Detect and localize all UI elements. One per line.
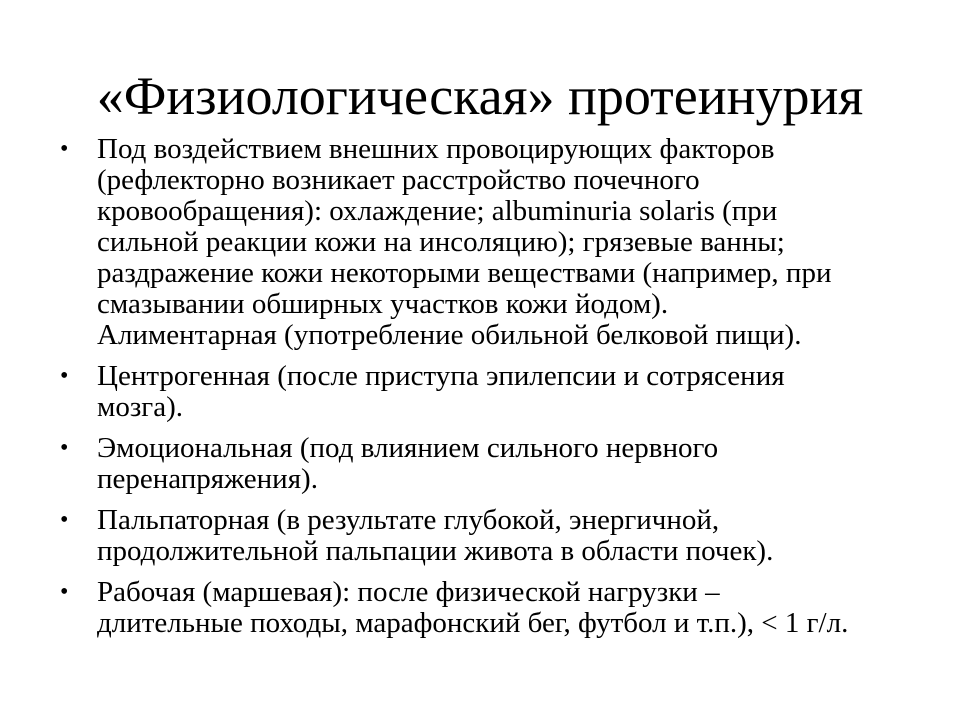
bullet-line: Рабочая (маршевая): после физической нагрузки – xyxy=(97,576,720,608)
bullet-icon: • xyxy=(60,136,69,162)
bullet-line: сильной реакции кожи на инсоляцию); грязевые ванны; xyxy=(97,226,785,258)
bullet-text xyxy=(97,134,940,351)
bullet-line: длительные походы, марафонский бег, футбол и т.п.), < 1 г/л. xyxy=(97,607,849,639)
bullet-line: Центрогенная (после приступа эпилепсии и сотрясения xyxy=(97,360,785,392)
bullet-line: Алиментарная (употребление обильной белковой пищи). xyxy=(97,319,802,351)
bullet-icon: • xyxy=(60,435,69,461)
bullet-item xyxy=(60,361,940,423)
slide-title: «Физиологическая» протеинурия xyxy=(96,66,864,126)
bullet-line: раздражение кожи некоторыми веществами (например, при xyxy=(97,257,832,289)
bullet-line: перенапряжения). xyxy=(97,463,318,495)
bullet-item xyxy=(60,134,940,351)
bullet-icon: • xyxy=(60,507,69,533)
bullet-item xyxy=(60,433,940,495)
bullet-text xyxy=(97,433,940,495)
bullet-text xyxy=(97,505,940,567)
bullet-line: мозга). xyxy=(97,391,183,423)
bullet-line: Эмоциональная (под влиянием сильного нервного xyxy=(97,432,719,464)
bullet-line: (рефлекторно возникает расстройство почечного xyxy=(97,164,700,196)
bullet-icon: • xyxy=(60,579,69,605)
bullet-text xyxy=(97,361,940,423)
bullet-line: Под воздействием внешних провоцирующих факторов xyxy=(97,133,775,165)
bullet-line: продолжительной пальпации живота в области почек). xyxy=(97,535,774,567)
bullet-line: Пальпаторная (в результате глубокой, энергичной, xyxy=(97,504,720,536)
bullet-list xyxy=(60,134,940,649)
bullet-line: смазывании обширных участков кожи йодом). xyxy=(97,288,669,320)
bullet-item xyxy=(60,577,940,639)
bullet-line: кровообращения): охлаждение; albuminuria solaris (при xyxy=(97,195,778,227)
bullet-text xyxy=(97,577,940,639)
bullet-item xyxy=(60,505,940,567)
bullet-icon: • xyxy=(60,363,69,389)
